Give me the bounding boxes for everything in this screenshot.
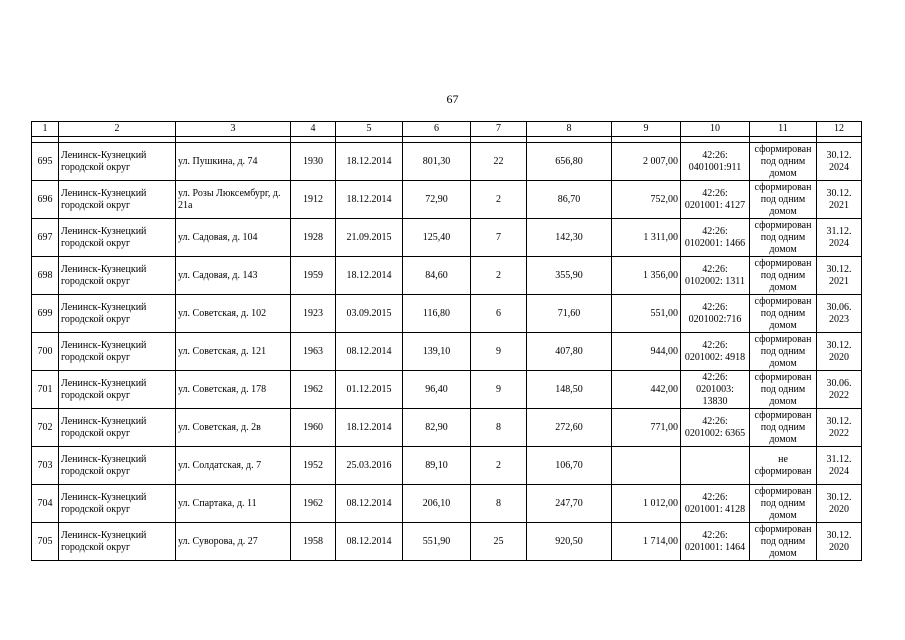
land-status-cell: сформирован под одним домом — [750, 257, 817, 295]
residents-cell: 6 — [471, 295, 527, 333]
column-header: 5 — [336, 122, 403, 137]
land-status-cell: сформирован под одним домом — [750, 333, 817, 371]
row-number-cell: 703 — [32, 447, 59, 485]
year-cell: 1912 — [291, 181, 336, 219]
address-cell: ул. Садовая, д. 104 — [176, 219, 291, 257]
row-number-cell: 704 — [32, 485, 59, 523]
deadline-cell: 30.12. 2020 — [817, 333, 862, 371]
year-cell: 1923 — [291, 295, 336, 333]
deadline-cell: 30.12. 2021 — [817, 257, 862, 295]
land-area-cell: 1 012,00 — [612, 485, 681, 523]
land-area-cell: 771,00 — [612, 409, 681, 447]
year-cell: 1958 — [291, 523, 336, 561]
cadastral-number-cell: 42:26: 0401001:911 — [681, 143, 750, 181]
residents-cell: 7 — [471, 219, 527, 257]
column-header: 7 — [471, 122, 527, 137]
municipality-cell: Ленинск-Кузнецкий городской округ — [59, 409, 176, 447]
residents-cell: 2 — [471, 181, 527, 219]
date-cell: 01.12.2015 — [336, 371, 403, 409]
address-cell: ул. Пушкина, д. 74 — [176, 143, 291, 181]
total-area-cell: 72,90 — [403, 181, 471, 219]
residents-cell: 2 — [471, 257, 527, 295]
date-cell: 21.09.2015 — [336, 219, 403, 257]
total-area-cell: 84,60 — [403, 257, 471, 295]
cadastral-number-cell: 42:26: 0102001: 1466 — [681, 219, 750, 257]
land-status-cell: не сформирован — [750, 447, 817, 485]
table-row — [32, 143, 862, 181]
municipality-cell: Ленинск-Кузнецкий городской округ — [59, 181, 176, 219]
land-status-cell: сформирован под одним домом — [750, 485, 817, 523]
total-area-cell: 82,90 — [403, 409, 471, 447]
column-header: 4 — [291, 122, 336, 137]
table-row — [32, 219, 862, 257]
year-cell: 1930 — [291, 143, 336, 181]
date-cell: 18.12.2014 — [336, 257, 403, 295]
living-area-cell: 920,50 — [527, 523, 612, 561]
year-cell: 1962 — [291, 371, 336, 409]
cadastral-number-cell: 42:26: 0201003: 13830 — [681, 371, 750, 409]
total-area-cell: 551,90 — [403, 523, 471, 561]
deadline-cell: 30.12. 2024 — [817, 143, 862, 181]
living-area-cell: 86,70 — [527, 181, 612, 219]
table-body — [32, 122, 862, 561]
date-cell: 18.12.2014 — [336, 181, 403, 219]
municipality-cell: Ленинск-Кузнецкий городской округ — [59, 295, 176, 333]
date-cell: 25.03.2016 — [336, 447, 403, 485]
row-number-cell: 701 — [32, 371, 59, 409]
total-area-cell: 206,10 — [403, 485, 471, 523]
land-area-cell: 1 356,00 — [612, 257, 681, 295]
living-area-cell: 272,60 — [527, 409, 612, 447]
column-header: 1 — [32, 122, 59, 137]
total-area-cell: 801,30 — [403, 143, 471, 181]
row-number-cell: 702 — [32, 409, 59, 447]
table-row — [32, 409, 862, 447]
land-area-cell: 1 714,00 — [612, 523, 681, 561]
date-cell: 08.12.2014 — [336, 523, 403, 561]
cadastral-number-cell: 42:26: 0201002: 6365 — [681, 409, 750, 447]
table-row — [32, 257, 862, 295]
cadastral-number-cell: 42:26: 0201001: 4128 — [681, 485, 750, 523]
land-status-cell: сформирован под одним домом — [750, 523, 817, 561]
year-cell: 1959 — [291, 257, 336, 295]
page-number: 67 — [446, 92, 459, 106]
residents-cell: 25 — [471, 523, 527, 561]
residents-cell: 2 — [471, 447, 527, 485]
total-area-cell: 125,40 — [403, 219, 471, 257]
column-header: 3 — [176, 122, 291, 137]
deadline-cell: 31.12. 2024 — [817, 447, 862, 485]
year-cell: 1962 — [291, 485, 336, 523]
row-number-cell: 698 — [32, 257, 59, 295]
municipality-cell: Ленинск-Кузнецкий городской округ — [59, 371, 176, 409]
land-area-cell: 551,00 — [612, 295, 681, 333]
row-number-cell: 699 — [32, 295, 59, 333]
municipality-cell: Ленинск-Кузнецкий городской округ — [59, 333, 176, 371]
column-header: 11 — [750, 122, 817, 137]
municipality-cell: Ленинск-Кузнецкий городской округ — [59, 447, 176, 485]
cadastral-number-cell — [681, 447, 750, 485]
deadline-cell: 30.06. 2022 — [817, 371, 862, 409]
living-area-cell: 355,90 — [527, 257, 612, 295]
residents-cell: 9 — [471, 333, 527, 371]
table-row — [32, 447, 862, 485]
year-cell: 1952 — [291, 447, 336, 485]
living-area-cell: 407,80 — [527, 333, 612, 371]
table-row — [32, 333, 862, 371]
deadline-cell: 31.12. 2024 — [817, 219, 862, 257]
residents-cell: 8 — [471, 485, 527, 523]
land-status-cell: сформирован под одним домом — [750, 409, 817, 447]
total-area-cell: 89,10 — [403, 447, 471, 485]
deadline-cell: 30.12. 2020 — [817, 485, 862, 523]
total-area-cell: 96,40 — [403, 371, 471, 409]
address-cell: ул. Спартака, д. 11 — [176, 485, 291, 523]
table-row — [32, 181, 862, 219]
column-number-row — [32, 122, 862, 137]
residents-cell: 9 — [471, 371, 527, 409]
land-area-cell: 2 007,00 — [612, 143, 681, 181]
land-status-cell: сформирован под одним домом — [750, 371, 817, 409]
date-cell: 08.12.2014 — [336, 485, 403, 523]
municipality-cell: Ленинск-Кузнецкий городской округ — [59, 143, 176, 181]
land-area-cell: 1 311,00 — [612, 219, 681, 257]
address-cell: ул. Солдатская, д. 7 — [176, 447, 291, 485]
date-cell: 03.09.2015 — [336, 295, 403, 333]
address-cell: ул. Советская, д. 102 — [176, 295, 291, 333]
cadastral-number-cell: 42:26: 0102002: 1311 — [681, 257, 750, 295]
column-header: 12 — [817, 122, 862, 137]
row-number-cell: 705 — [32, 523, 59, 561]
land-area-cell: 442,00 — [612, 371, 681, 409]
deadline-cell: 30.12. 2020 — [817, 523, 862, 561]
land-area-cell: 752,00 — [612, 181, 681, 219]
table-row — [32, 485, 862, 523]
table-row — [32, 371, 862, 409]
column-header: 6 — [403, 122, 471, 137]
address-cell: ул. Советская, д. 178 — [176, 371, 291, 409]
municipality-cell: Ленинск-Кузнецкий городской округ — [59, 485, 176, 523]
land-status-cell: сформирован под одним домом — [750, 295, 817, 333]
municipality-cell: Ленинск-Кузнецкий городской округ — [59, 219, 176, 257]
year-cell: 1960 — [291, 409, 336, 447]
date-cell: 18.12.2014 — [336, 409, 403, 447]
column-header: 2 — [59, 122, 176, 137]
total-area-cell: 116,80 — [403, 295, 471, 333]
deadline-cell: 30.12. 2021 — [817, 181, 862, 219]
year-cell: 1928 — [291, 219, 336, 257]
address-cell: ул. Суворова, д. 27 — [176, 523, 291, 561]
living-area-cell: 142,30 — [527, 219, 612, 257]
land-area-cell: 944,00 — [612, 333, 681, 371]
land-status-cell: сформирован под одним домом — [750, 143, 817, 181]
land-status-cell: сформирован под одним домом — [750, 181, 817, 219]
living-area-cell: 656,80 — [527, 143, 612, 181]
table-row — [32, 523, 862, 561]
address-cell: ул. Советская, д. 2в — [176, 409, 291, 447]
address-cell: ул. Садовая, д. 143 — [176, 257, 291, 295]
municipality-cell: Ленинск-Кузнецкий городской округ — [59, 257, 176, 295]
living-area-cell: 247,70 — [527, 485, 612, 523]
residents-cell: 22 — [471, 143, 527, 181]
column-header: 8 — [527, 122, 612, 137]
address-cell: ул. Советская, д. 121 — [176, 333, 291, 371]
living-area-cell: 106,70 — [527, 447, 612, 485]
row-number-cell: 700 — [32, 333, 59, 371]
deadline-cell: 30.12. 2022 — [817, 409, 862, 447]
row-number-cell: 697 — [32, 219, 59, 257]
table-row — [32, 295, 862, 333]
living-area-cell: 148,50 — [527, 371, 612, 409]
column-header: 9 — [612, 122, 681, 137]
land-area-cell — [612, 447, 681, 485]
cadastral-number-cell: 42:26: 0201001: 4127 — [681, 181, 750, 219]
cadastral-number-cell: 42:26: 0201002:716 — [681, 295, 750, 333]
date-cell: 08.12.2014 — [336, 333, 403, 371]
municipality-cell: Ленинск-Кузнецкий городской округ — [59, 523, 176, 561]
cadastral-number-cell: 42:26: 0201001: 1464 — [681, 523, 750, 561]
cadastral-number-cell: 42:26: 0201002: 4918 — [681, 333, 750, 371]
column-header: 10 — [681, 122, 750, 137]
land-status-cell: сформирован под одним домом — [750, 219, 817, 257]
year-cell: 1963 — [291, 333, 336, 371]
total-area-cell: 139,10 — [403, 333, 471, 371]
registry-table — [31, 121, 862, 561]
row-number-cell: 695 — [32, 143, 59, 181]
address-cell: ул. Розы Люксембург, д. 21а — [176, 181, 291, 219]
residents-cell: 8 — [471, 409, 527, 447]
date-cell: 18.12.2014 — [336, 143, 403, 181]
row-number-cell: 696 — [32, 181, 59, 219]
living-area-cell: 71,60 — [527, 295, 612, 333]
deadline-cell: 30.06. 2023 — [817, 295, 862, 333]
